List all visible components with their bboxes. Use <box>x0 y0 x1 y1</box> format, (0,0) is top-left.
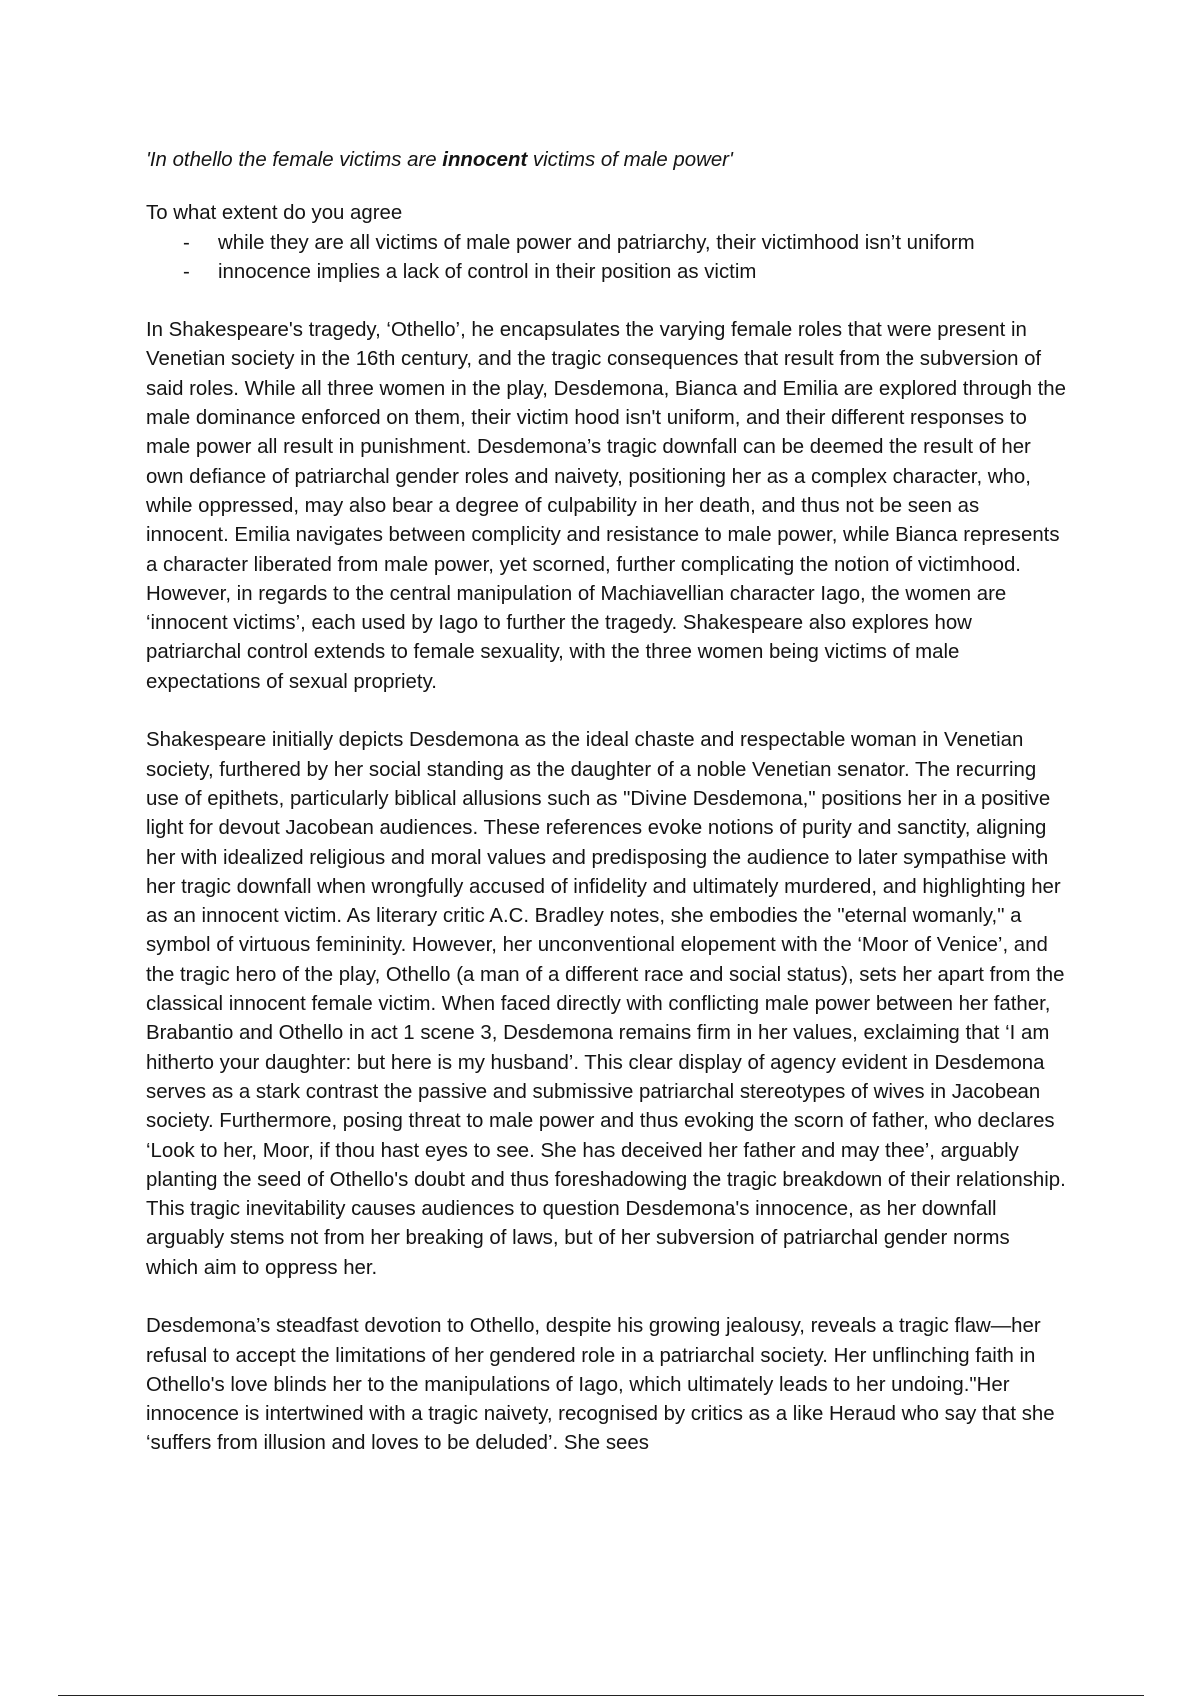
bullet-item <box>146 229 1066 258</box>
body-paragraph: Shakespeare initially depicts Desdemona as the ideal chaste and respectable woman in Venetian society, furthered by her social standing as the daughter of a noble Venetian senator. The recurring use of epithets, particularly biblical allusions such as "Divine Desdemona," positions her in a positive light for devout Jacobean audiences. These references evoke notions of purity and sanctity, aligning her with idealized religious and moral values and predisposing the audience to later sympathise with her tragic downfall when wrongfully accused of infidelity and ultimately murdered, and highlighting her as an innocent victim. As literary critic A.C. Bradley notes, she embodies the "eternal womanly," a symbol of virtuous femininity. However, her unconventional elopement with the ‘Moor of Venice’, and the tragic hero of the play, Othello (a man of a different race and social status), sets her apart from the classical innocent female victim. When faced directly with conflicting male power between her father, Brabantio and Othello in act 1 scene 3, Desdemona remains firm in her values, exclaiming that ‘I am hitherto your daughter: but here is my husband’. This clear display of agency evident in Desdemona serves as a stark contrast the passive and submissive patriarchal stereotypes of wives in Jacobean society. Furthermore, posing threat to male power and thus evoking the scorn of father, who declares ‘Look to her, Moor, if thou hast eyes to see. She has deceived her father and may thee’, arguably planting the seed of Othello's doubt and thus foreshadowing the tragic breakdown of their relationship. This tragic inevitability causes audiences to question Desdemona's innocence, as her downfall arguably stems not from her breaking of laws, but of her subversion of patriarchal gender norms which aim to oppress her. <box>146 729 1066 1279</box>
question-text-end: victims of male power' <box>527 149 733 171</box>
essay-prompt: To what extent do you agree <box>146 202 403 225</box>
essay-question <box>146 146 1066 175</box>
bullet-marker: - <box>183 260 190 283</box>
question-text-start: 'In othello the female victims are <box>146 149 443 171</box>
bullet-marker: - <box>183 231 190 254</box>
prompt-bullet-list <box>146 229 1066 288</box>
body-paragraph: Desdemona’s steadfast devotion to Othello, despite his growing jealousy, reveals a tragic flaw—her refusal to accept the limitations of her gendered role in a patriarchal society. Her unflinching faith in Othello's love blinds her to the manipulations of Iago, which ultimately leads to her undoing."Her innocence is intertwined with a tragic naivety, recognised by critics as a like Heraud who say that she ‘suffers from illusion and loves to be deluded’. She sees <box>146 1315 1055 1455</box>
bullet-text: innocence implies a lack of control in their position as victim <box>218 260 757 283</box>
question-emphasis: innocent <box>442 149 528 171</box>
introduction-paragraph: In Shakespeare's tragedy, ‘Othello’, he encapsulates the varying female roles that were present in Venetian society in the 16th century, and the tragic consequences that result from the subversion of said roles. While all three women in the play, Desdemona, Bianca and Emilia are explored through the male dominance enforced on them, their victim hood isn't uniform, and their different responses to male power all result in punishment. Desdemona’s tragic downfall can be deemed the result of her own defiance of patriarchal gender roles and naivety, positioning her as a complex character, who, while oppressed, may also bear a degree of culpability in her death, and thus not be seen as innocent. Emilia navigates between complicity and resistance to male power, while Bianca represents a character liberated from male power, yet scorned, further complicating the notion of victimhood. However, in regards to the central manipulation of Machiavellian character Iago, the women are ‘innocent victims’, each used by Iago to further the tragedy. Shakespeare also explores how patriarchal control extends to female sexuality, with the three women being victims of male expectations of sexual propriety. <box>146 319 1066 693</box>
bullet-item <box>146 258 1066 287</box>
document-page <box>146 146 1066 1488</box>
page-bottom-rule <box>58 1695 1144 1696</box>
bullet-text: while they are all victims of male power and patriarchy, their victimhood isn’t uniform <box>218 231 975 254</box>
